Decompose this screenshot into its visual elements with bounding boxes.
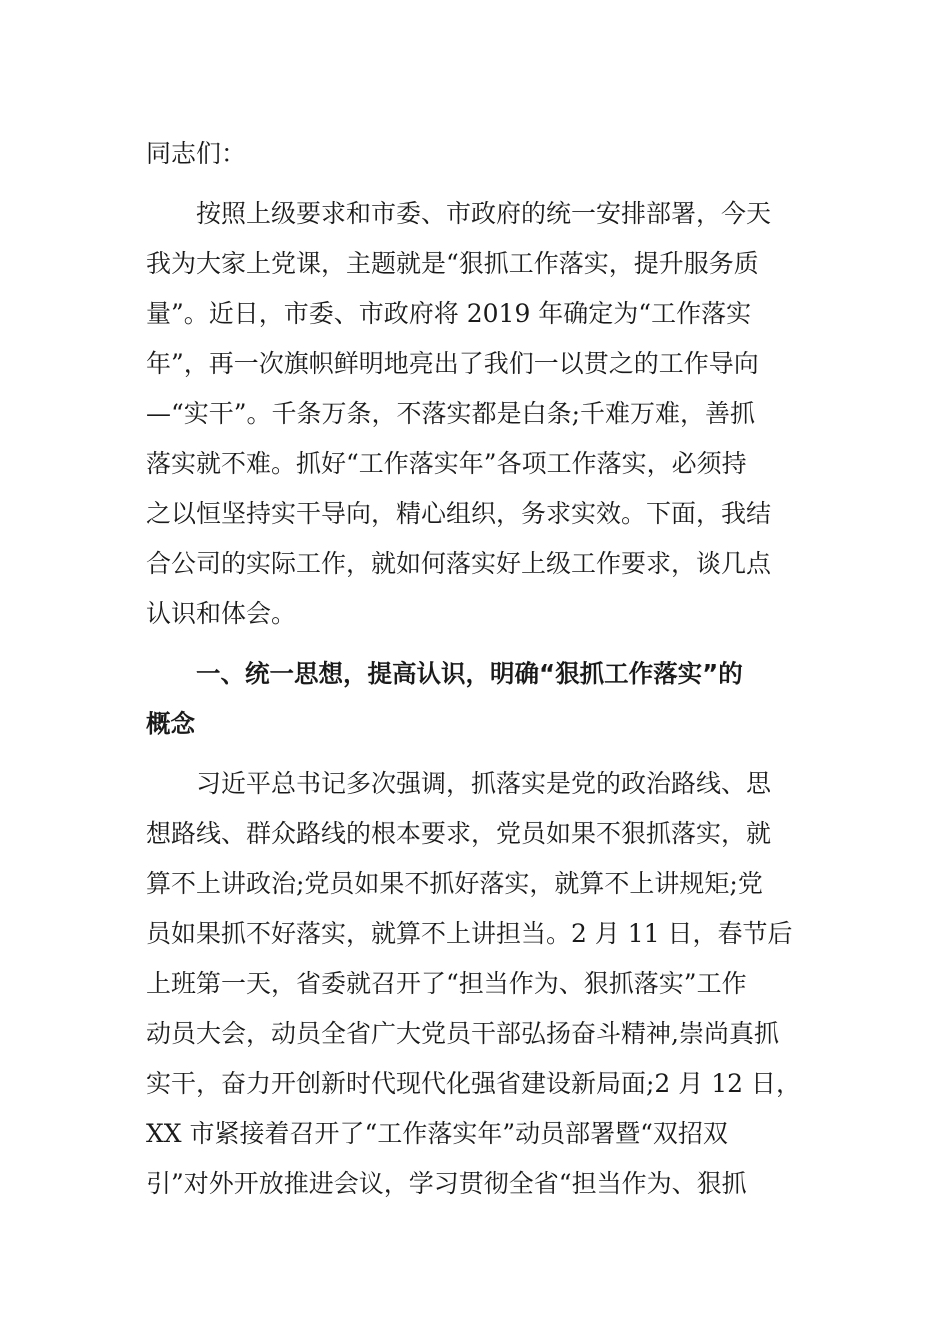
- salutation: 同志们：: [146, 139, 247, 168]
- paragraph-line: 年”，再一次旗帜鲜明地亮出了我们一以贯之的工作导向: [146, 349, 759, 378]
- paragraph-line: 实干，奋力开创新时代现代化强省建设新局面;2 月 12 日，: [146, 1069, 801, 1098]
- paragraph-line: 算不上讲政治;党员如果不抓好落实，就算不上讲规矩;党: [146, 869, 763, 898]
- paragraph-line: 我为大家上党课，主题就是“狠抓工作落实，提升服务质: [146, 249, 759, 278]
- paragraph-line: XX 市紧接着召开了“工作落实年”动员部署暨“双招双: [146, 1119, 728, 1148]
- paragraph-line: 引”对外开放推进会议，学习贯彻全省“担当作为、狠抓: [146, 1169, 747, 1198]
- heading-line: 概念: [146, 709, 195, 738]
- paragraph-line: 动员大会，动员全省广大党员干部弘扬奋斗精神,崇尚真抓: [146, 1019, 779, 1048]
- paragraph-line: —“实干”。千条万条，不落实都是白条;千难万难，善抓: [146, 399, 755, 428]
- paragraph-line: 量”。近日，市委、市政府将 2019 年确定为“工作落实: [146, 299, 752, 328]
- paragraph-line: 之以恒坚持实干导向，精心组织，务求实效。下面，我结: [146, 499, 772, 528]
- paragraph-line: 合公司的实际工作，就如何落实好上级工作要求，谈几点: [146, 549, 772, 578]
- paragraph-line: 员如果抓不好落实，就算不上讲担当。2 月 11 日，春节后: [146, 919, 793, 948]
- paragraph-line: 习近平总书记多次强调，抓落实是党的政治路线、思: [196, 769, 772, 798]
- paragraph-line: 认识和体会。: [146, 599, 297, 628]
- paragraph-line: 按照上级要求和市委、市政府的统一安排部署，今天: [196, 199, 772, 228]
- paragraph-line: 上班第一天，省委就召开了“担当作为、狠抓落实”工作: [146, 969, 747, 998]
- heading-line: 一、统一思想，提高认识，明确“狠抓工作落实”的: [196, 659, 743, 688]
- paragraph-line: 落实就不难。抓好“工作落实年”各项工作落实，必须持: [146, 449, 747, 478]
- paragraph-line: 想路线、群众路线的根本要求，党员如果不狠抓落实，就: [146, 819, 772, 848]
